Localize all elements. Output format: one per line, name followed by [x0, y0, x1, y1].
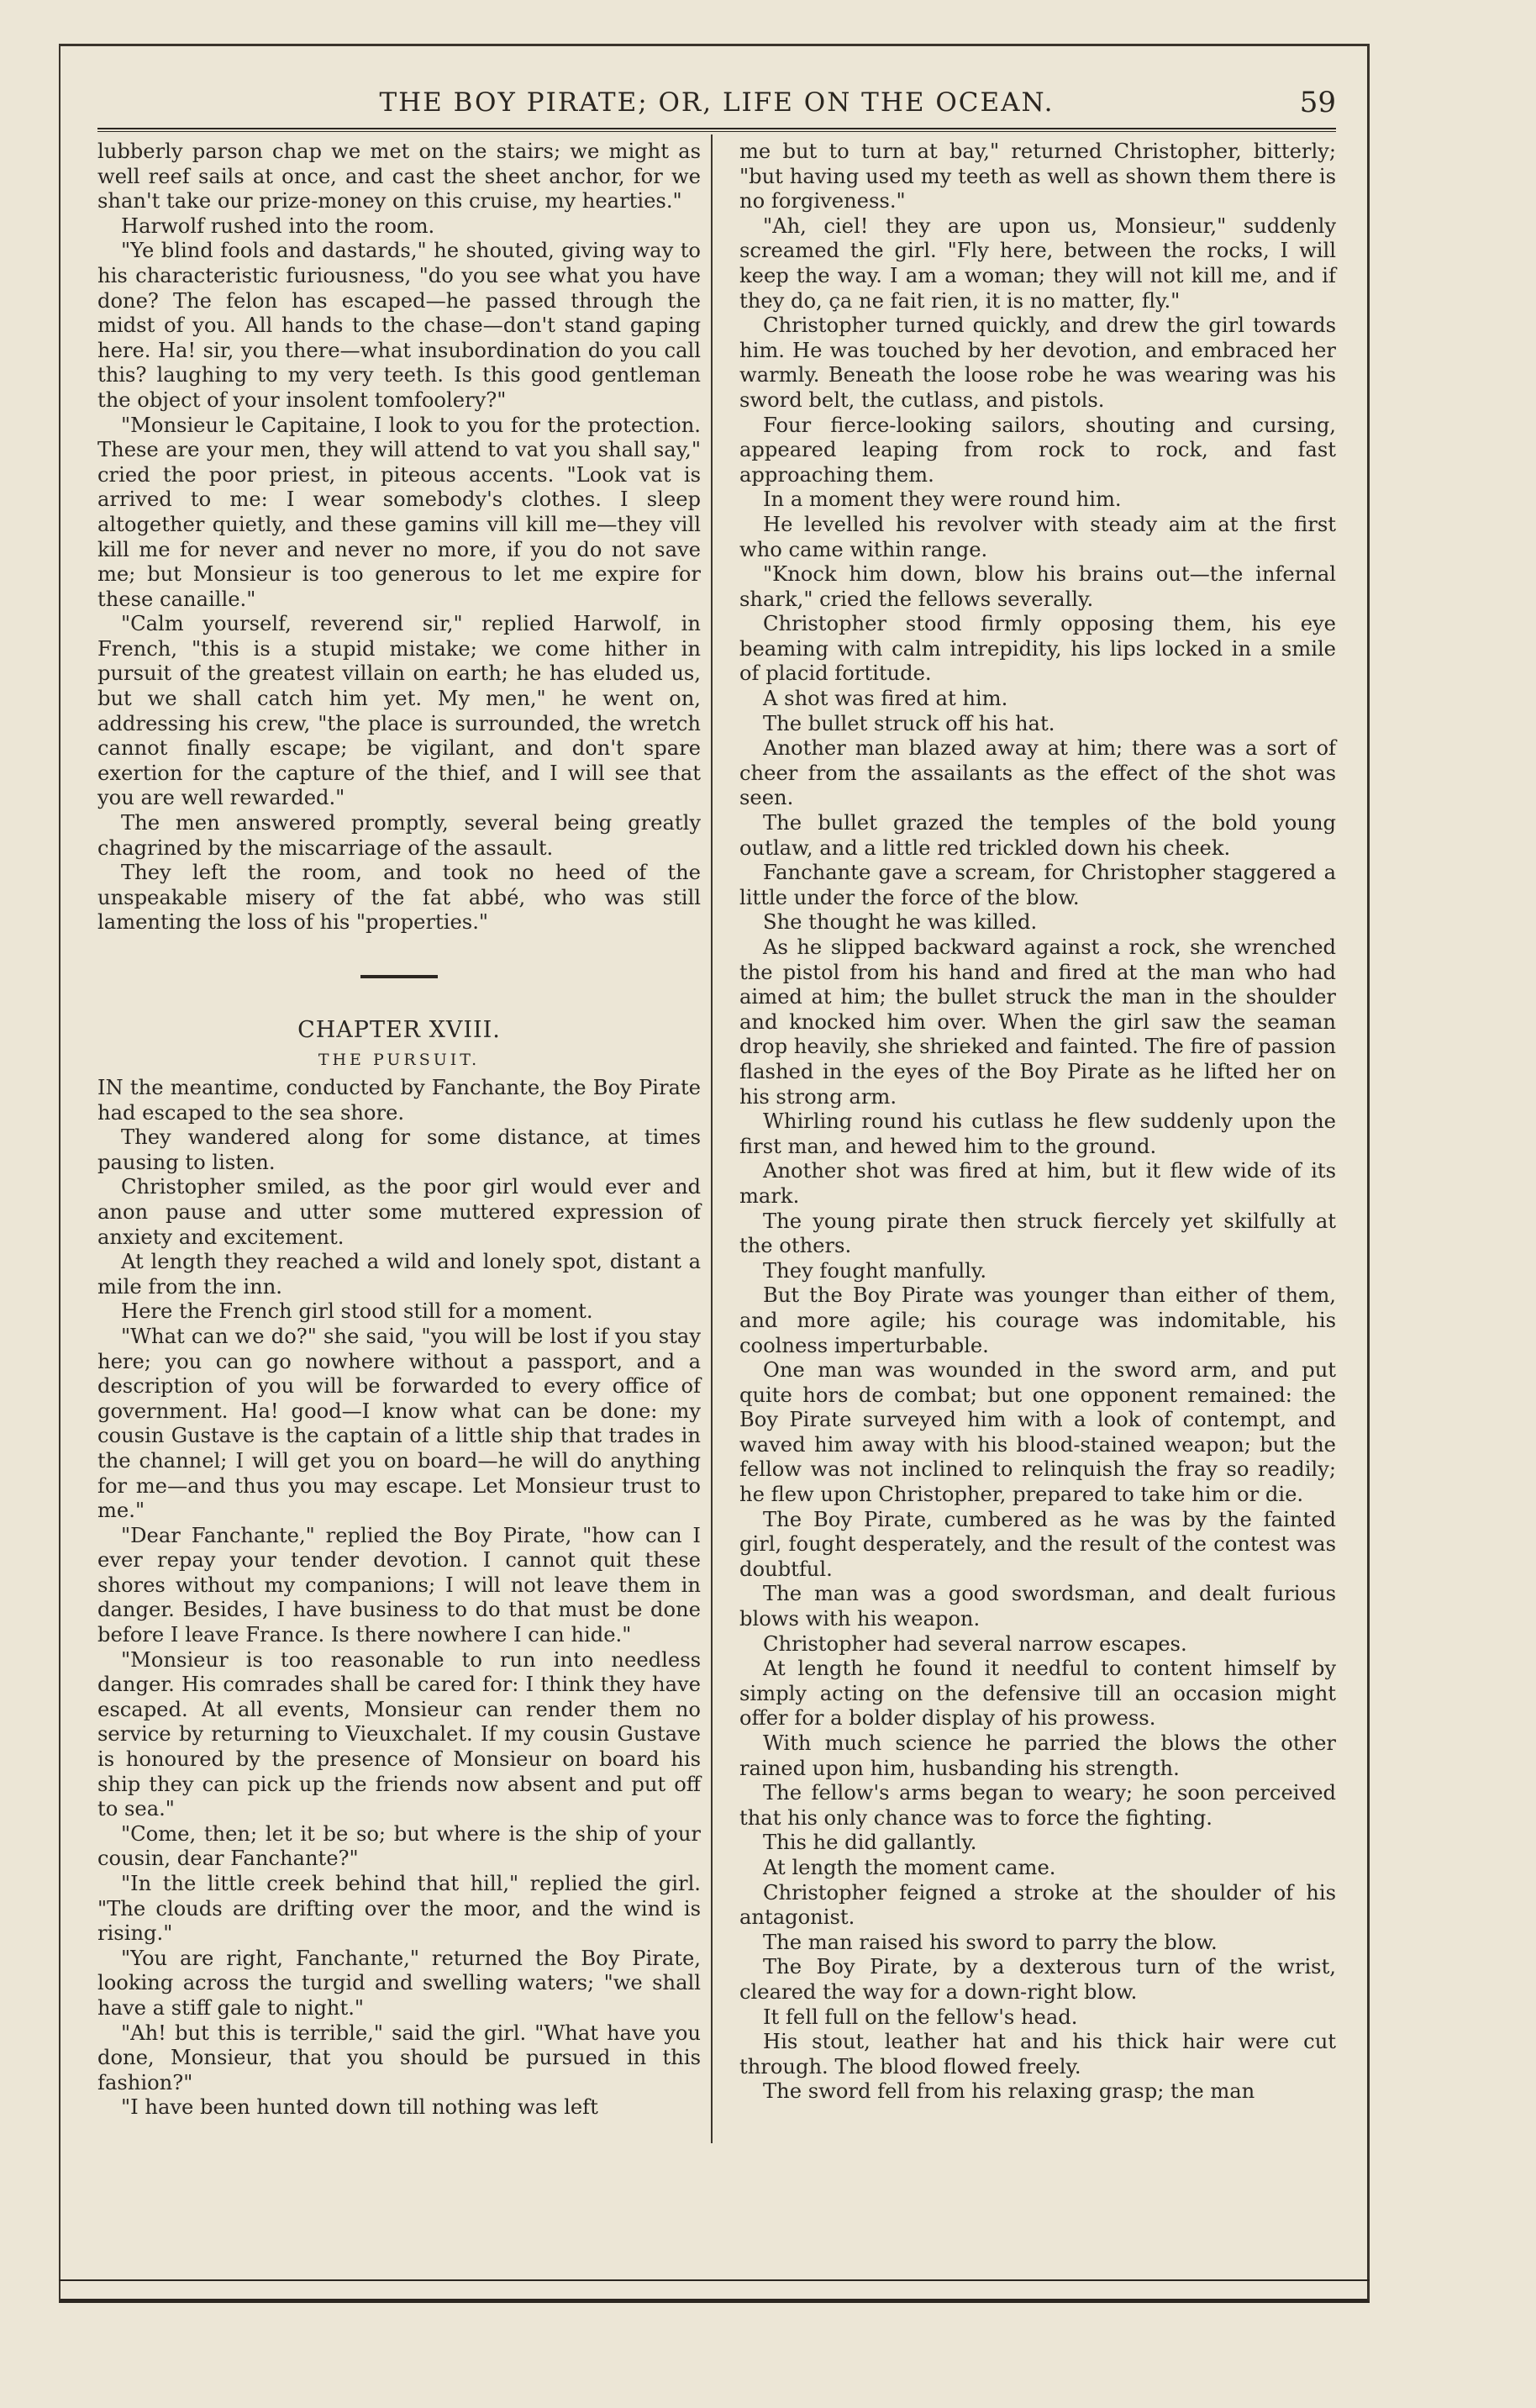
paragraph: They fought manfully. — [763, 1258, 987, 1283]
paragraph: He levelled his revolver with steady aim at the first who came within range. — [739, 512, 1336, 561]
paragraph: One man was wounded in the sword arm, and put quite hors de combat; but one opponent remained: the Boy Pirate surveyed him with a look of contempt, and waved him away with his blood-stained weapon; but the fellow was not inclined to relinquish the fray so readily; he flew upon Christopher, prepared to take him or die. — [739, 1358, 1336, 1507]
paragraph: "Monsieur le Capitaine, I look to you for the protection. These are your men, they will attend to vat you shall say," cried the poor priest, in piteous accents. "Look vat is arrived to me: I wear somebody's clothes. I sleep altogether quietly, and these gamins vill kill me—they vill kill me for never and never no more, if you do not save me; but Monsieur is too generous to let me expire for these canaille." — [97, 413, 701, 611]
paragraph: Christopher feigned a stroke at the shoulder of his antagonist. — [739, 1880, 1336, 1930]
paragraph: Four fierce-looking sailors, shouting and cursing, appeared leaping from rock to rock, and fast approaching them. — [739, 413, 1336, 487]
running-title: THE BOY PIRATE; OR, LIFE ON THE OCEAN. — [379, 87, 1055, 118]
paragraph: Fanchante gave a scream, for Christopher staggered a little under the force of the blow. — [739, 861, 1336, 909]
column-divider — [711, 134, 713, 2143]
paragraph: The fellow's arms began to weary; he soon perceived that his only chance was to force the fighting. — [739, 1781, 1336, 1830]
paragraph: Another man blazed away at him; there was a sort of cheer from the assailants as the effect of the shot was seen. — [739, 736, 1336, 810]
paragraph: At length they reached a wild and lonely spot, distant a mile from the inn. — [97, 1250, 701, 1299]
paragraph: "In the little creek behind that hill," replied the girl. "The clouds are drifting over the moor, and the wind is rising." — [97, 1872, 701, 1946]
paragraph: "You are right, Fanchante," returned the Boy Pirate, looking across the turgid and swelling waters; "we shall have a stiff gale to night." — [97, 1946, 701, 2020]
paragraph: Harwolf rushed into the room. — [121, 213, 435, 238]
page-number: 59 — [1299, 86, 1336, 119]
paragraph: The Boy Pirate, by a dexterous turn of the wrist, cleared the way for a down-right blow. — [739, 1955, 1336, 2004]
paragraph: The sword fell from his relaxing grasp; the man — [763, 2079, 1255, 2104]
paragraph: The Boy Pirate, cumbered as he was by the fainted girl, fought desperately, and the result of the contest was doubtful. — [739, 1507, 1336, 1581]
right-column — [739, 140, 1336, 2105]
paragraph: "Dear Fanchante," replied the Boy Pirate, "how can I ever repay your tender devotion. I cannot quit these shores without my companions; I will not leave them in danger. Besides, I have business to do that must be done before I leave France. Is there nowhere I can hide." — [97, 1523, 701, 1647]
chapter-separator-rule — [360, 975, 438, 978]
paragraph: me but to turn at bay," returned Christopher, bitterly; "but having used my teeth as well as shown them there is no forgiveness." — [739, 140, 1336, 213]
paragraph: But the Boy Pirate was younger than either of them, and more agile; his courage was indomitable, his coolness imperturbable. — [739, 1283, 1336, 1357]
paragraph: Christopher stood firmly opposing them, his eye beaming with calm intrepidity, his lips locked in a smile of placid fortitude. — [739, 612, 1336, 686]
paragraph: lubberly parson chap we met on the stairs; we might as well reef sails at once, and cast the sheet anchor, for we shan't take our prize-money on this cruise, my hearties." — [97, 140, 701, 213]
chapter-subtitle: THE PURSUIT. — [318, 1051, 481, 1069]
paragraph: The men answered promptly, several being greatly chagrined by the miscarriage of the assault. — [97, 811, 701, 860]
paragraph: It fell full on the fellow's head. — [763, 2005, 1078, 2029]
paragraph: "What can we do?" she said, "you will be lost if you stay here; you can go nowhere without a passport, and a description of you will be forwarded to every office of government. Ha! good—I know what can be done: my cousin Gustave is the captain of a little ship that trades in the channel; I will get you on board—he will do anything for me—and thus you may escape. Let Monsieur trust to me." — [97, 1324, 701, 1523]
paragraph: A shot was fired at him. — [763, 687, 1008, 711]
paragraph: As he slipped backward against a rock, she wrenched the pistol from his hand and fired at the man who had aimed at him; the bullet struck the man in the shoulder and knocked him over. When the girl saw the seaman drop heavily, she shrieked and fainted. The fire of passion flashed in the eyes of the Boy Pirate as he lifted her on his strong arm. — [739, 935, 1336, 1109]
paragraph: IN the meantime, conducted by Fanchante, the Boy Pirate had escaped to the sea shore. — [97, 1076, 701, 1125]
paragraph: Here the French girl stood still for a moment. — [121, 1299, 593, 1324]
paragraph: Whirling round his cutlass he flew suddenly upon the first man, and hewed him to the ground. — [739, 1109, 1336, 1158]
paragraph: His stout, leather hat and his thick hair were cut through. The blood flowed freely. — [739, 2030, 1336, 2079]
footer-rule — [59, 2279, 1370, 2281]
paragraph: At length the moment came. — [763, 1855, 1056, 1879]
paragraph: "Come, then; let it be so; but where is the ship of your cousin, dear Fanchante?" — [97, 1821, 701, 1871]
page-header — [97, 84, 1336, 126]
paragraph: "Ah, ciel! they are upon us, Monsieur," suddenly screamed the girl. "Fly here, between the rocks, I will keep the way. I am a woman; they will not kill me, and if they do, ça ne fait rien, it is no matter, fly." — [739, 213, 1336, 313]
paragraph: "Calm yourself, reverend sir," replied Harwolf, in French, "this is a stupid mistake; we come hither in pursuit of the greatest villain on earth; he has eluded us, but we shall catch him yet. My men," he went on, addressing his crew, "the place is surrounded, the wretch cannot finally escape; be vigilant, and don't spare exertion for the capture of the thief, and I will see that you are well rewarded." — [97, 612, 701, 810]
paragraph: The bullet grazed the temples of the bold young outlaw, and a little red trickled down his cheek. — [739, 811, 1336, 860]
paragraph: Christopher smiled, as the poor girl would ever and anon pause and utter some muttered expression of anxiety and excitement. — [97, 1175, 701, 1249]
paragraph: "I have been hunted down till nothing was left — [121, 2095, 598, 2120]
paragraph: At length he found it needful to content himself by simply acting on the defensive till an occasion might offer for a bolder display of his prowess. — [739, 1657, 1336, 1731]
paragraph: The bullet struck off his hat. — [763, 711, 1055, 735]
paragraph: "Monsieur is too reasonable to run into needless danger. His comrades shall be cared for: I think they have escaped. At all events, Monsieur can render them no service by returning to Vieuxchalet. If my cousin Gustave is honoured by the presence of Monsieur on board his ship they can pick up the friends now absent and put off to sea." — [97, 1647, 701, 1821]
paragraph: Another shot was fired at him, but it flew wide of its mark. — [739, 1159, 1336, 1208]
paragraph: The man raised his sword to parry the blow. — [763, 1930, 1218, 1954]
left-column — [97, 140, 701, 2121]
chapter-heading: CHAPTER XVIII. — [297, 1017, 501, 1043]
paragraph: "Knock him down, blow his brains out—the infernal shark," cried the fellows severally. — [739, 562, 1336, 611]
header-rule — [97, 128, 1336, 132]
paragraph: This he did gallantly. — [763, 1831, 977, 1855]
paragraph: In a moment they were round him. — [763, 487, 1122, 512]
paragraph: They wandered along for some distance, at times pausing to listen. — [97, 1125, 701, 1174]
paragraph: Christopher had several narrow escapes. — [763, 1631, 1187, 1656]
paragraph: They left the room, and took no heed of the unspeakable misery of the fat abbé, who was still lamenting the loss of his "properties." — [97, 861, 701, 935]
paragraph: The young pirate then struck fiercely yet skilfully at the others. — [739, 1209, 1336, 1258]
paragraph: Christopher turned quickly, and drew the girl towards him. He was touched by her devotion, and embraced her warmly. Beneath the loose robe he was wearing was his sword belt, the cutlass, and pistols. — [739, 314, 1336, 412]
paragraph: "Ah! but this is terrible," said the girl. "What have you done, Monsieur, that you should be pursued in this fashion?" — [97, 2021, 701, 2094]
paragraph: With much science he parried the blows the other rained upon him, husbanding his strength. — [739, 1731, 1336, 1780]
paragraph: The man was a good swordsman, and dealt furious blows with his weapon. — [739, 1582, 1336, 1631]
paragraph: "Ye blind fools and dastards," he shouted, giving way to his characteristic furiousness, "do you see what you have done? The felon has escaped—he passed through the midst of you. All hands to the chase—don't stand gaping here. Ha! sir, you there—what insubordination do you call this? laughing to my very teeth. Is this good gentleman the object of your insolent tomfoolery?" — [97, 239, 701, 412]
paragraph: She thought he was killed. — [763, 910, 1038, 935]
